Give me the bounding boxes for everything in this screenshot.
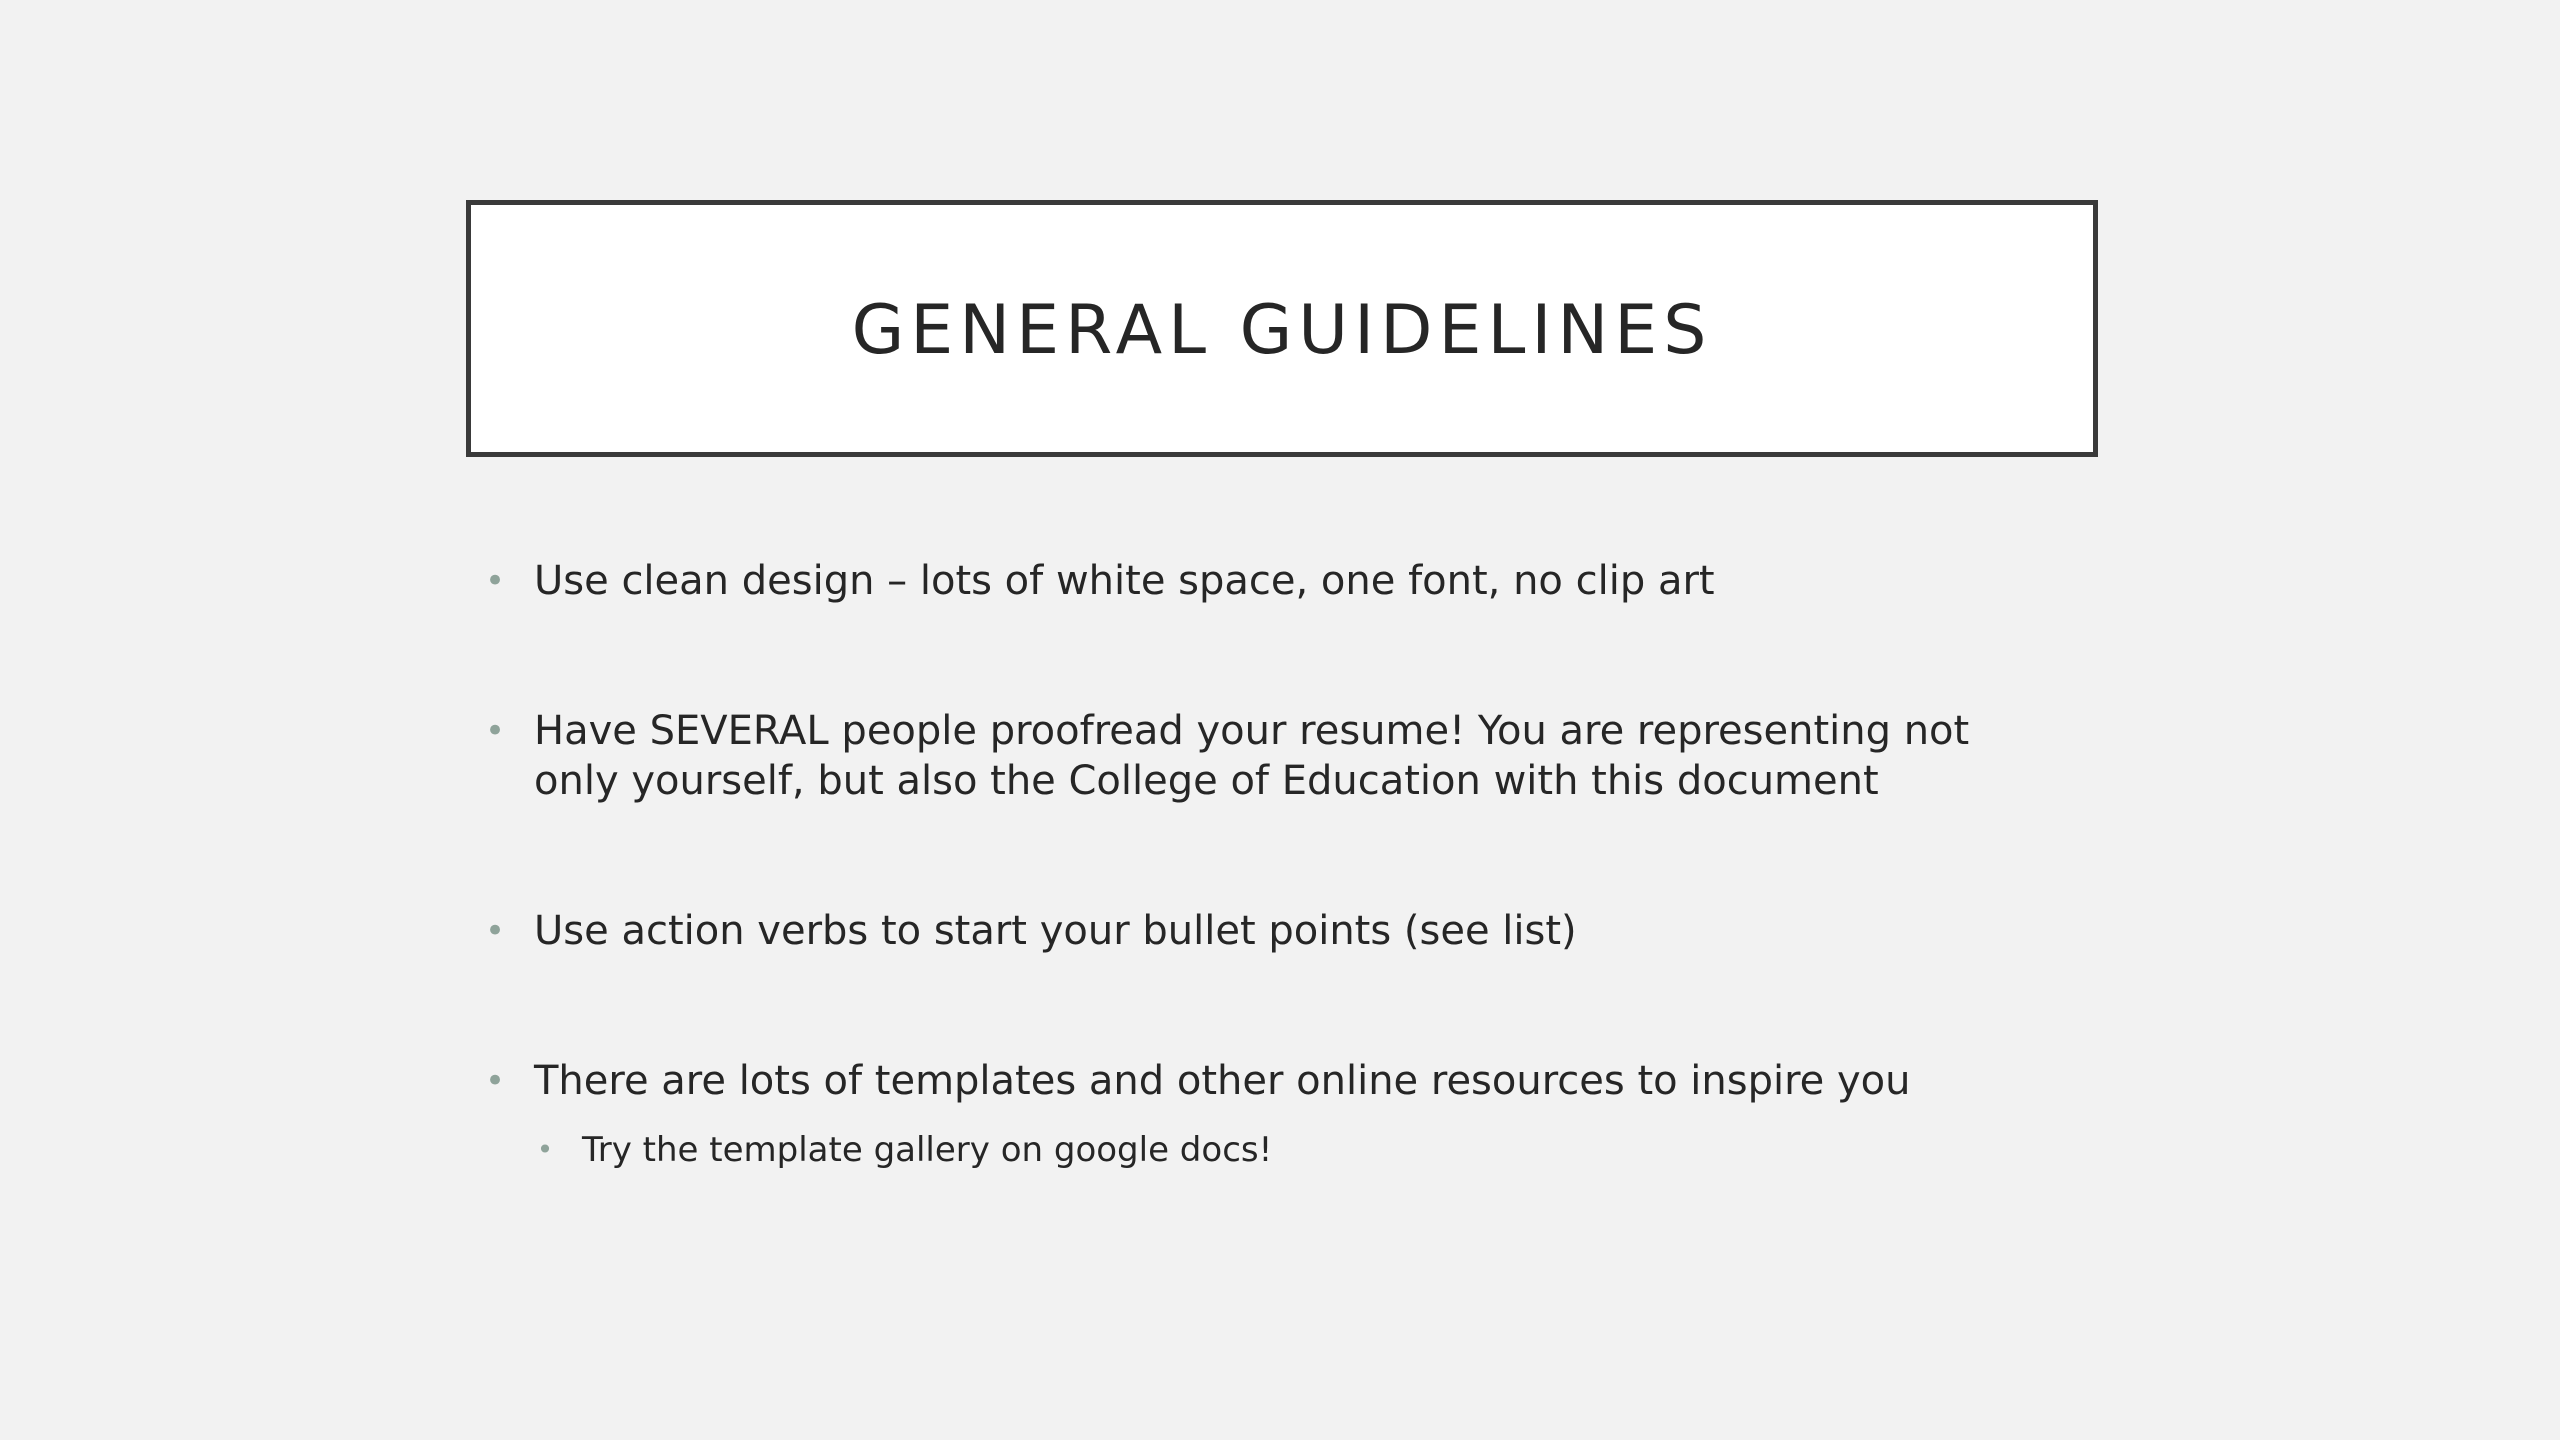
- bullet-text: Use clean design – lots of white space, one font, no clip art: [534, 558, 1715, 604]
- bullet-text: Use action verbs to start your bullet points (see list): [534, 908, 1577, 954]
- bullet-text: Have SEVERAL people proofread your resume! You are representing not only yourself, but also the College of Education with this document: [534, 708, 1970, 804]
- title-box: [466, 200, 2098, 457]
- sub-bullet-list: [534, 1128, 2044, 1172]
- bullet-dot-icon: •: [484, 561, 506, 601]
- bullet-item: [484, 556, 2044, 606]
- bullet-item: [484, 906, 2044, 956]
- bullet-list: [484, 556, 2044, 1172]
- bullet-dot-icon: •: [484, 1061, 506, 1101]
- bullet-dot-icon: •: [536, 1133, 554, 1166]
- bullet-dot-icon: •: [484, 911, 506, 951]
- bullet-item: [484, 1056, 2044, 1172]
- bullet-item: [484, 706, 2044, 806]
- bullet-text: There are lots of templates and other online resources to inspire you: [534, 1058, 1911, 1104]
- sub-bullet-item: [534, 1128, 2044, 1172]
- sub-bullet-text: Try the template gallery on google docs!: [582, 1130, 1273, 1170]
- bullet-dot-icon: •: [484, 711, 506, 751]
- slide-title: GENERAL GUIDELINES: [851, 291, 1713, 370]
